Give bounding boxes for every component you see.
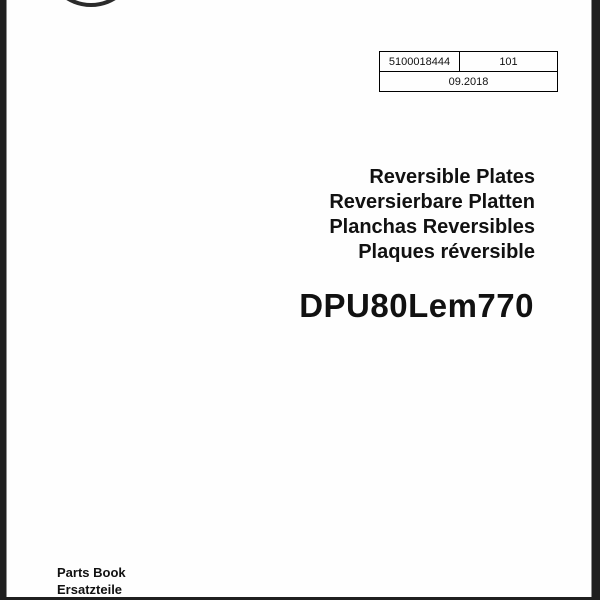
title-block	[329, 165, 535, 265]
info-revision: 101	[460, 52, 558, 72]
model-number: DPU80Lem770	[299, 287, 534, 324]
footer-parts-book: Parts Book	[57, 565, 126, 580]
table-row	[380, 72, 558, 92]
title-german: Reversierbare Platten	[329, 191, 535, 213]
info-table	[379, 51, 558, 92]
title-spanish: Planchas Reversibles	[329, 216, 535, 238]
title-english: Reversible Plates	[369, 166, 535, 188]
info-part-number: 5100018444	[380, 52, 460, 72]
document-page	[7, 0, 591, 597]
footer-ersatzteile: Ersatzteile	[57, 582, 123, 597]
title-french: Plaques réversible	[358, 241, 535, 263]
brand-logo-circle-icon	[44, 0, 138, 7]
viewer-edge-right	[591, 0, 600, 600]
footer-block	[57, 564, 126, 597]
info-date: 09.2018	[380, 72, 558, 92]
table-row	[380, 52, 558, 72]
viewer-edge-left	[0, 0, 7, 600]
